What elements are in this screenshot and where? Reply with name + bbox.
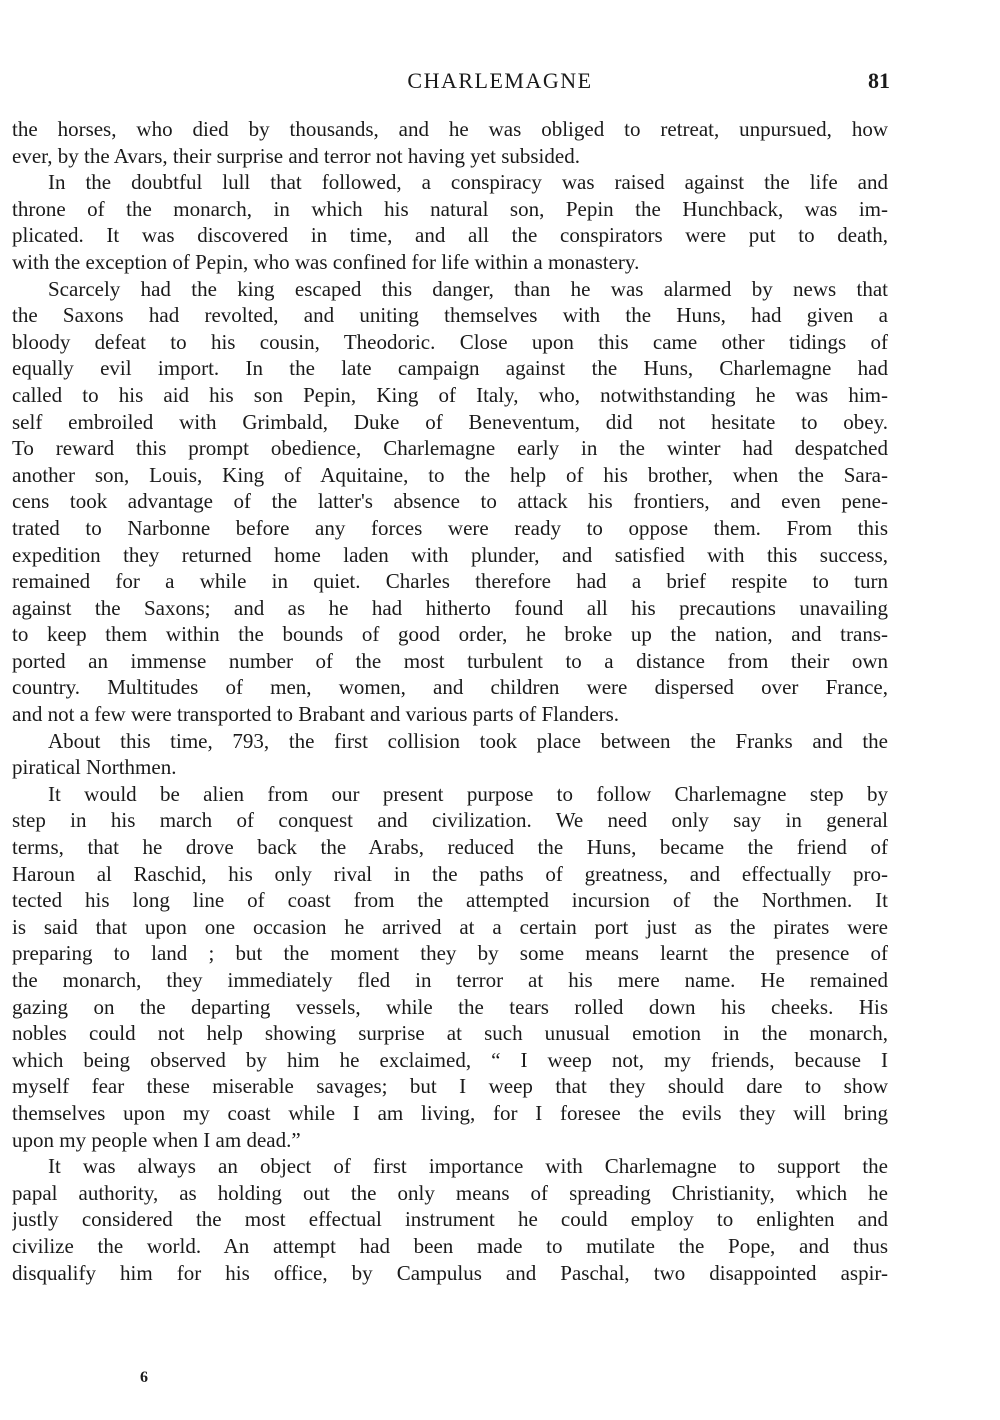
text-line: the horses, who died by thousands, and he was obliged to retreat, unpursued, how bbox=[12, 117, 888, 141]
text-line: and not a few were transported to Brabant and various parts of Flanders. bbox=[12, 702, 620, 727]
text-line: with the exception of Pepin, who was confined for life within a monastery. bbox=[12, 249, 640, 274]
text-line: It would be alien from our present purpose to follow Charlemagne step by bbox=[48, 781, 888, 806]
body-text bbox=[12, 116, 888, 1286]
text-line: trated to Narbonne before any forces were ready to oppose them. From this bbox=[12, 515, 888, 540]
text-line: country. Multitudes of men, women, and children were dispersed over France, bbox=[12, 675, 888, 700]
text-line: to keep them within the bounds of good order, he broke up the nation, and trans- bbox=[12, 622, 888, 647]
text-line: self embroiled with Grimbald, Duke of Beneventum, did not hesitate to obey. bbox=[12, 409, 888, 434]
text-line: the Saxons had revolted, and uniting themselves with the Huns, had given a bbox=[12, 303, 888, 328]
text-line: myself fear these miserable savages; but I weep that they should dare to show bbox=[12, 1074, 888, 1099]
text-line: papal authority, as holding out the only means of spreading Christianity, which he bbox=[12, 1180, 888, 1205]
text-line: justly considered the most effectual instrument he could employ to enlighten and bbox=[12, 1207, 888, 1232]
text-line: remained for a while in quiet. Charles therefore had a brief respite to turn bbox=[12, 569, 888, 594]
text-line: which being observed by him he exclaimed, “ I weep not, my friends, because I bbox=[12, 1047, 888, 1072]
text-line: against the Saxons; and as he had hitherto found all his precautions unavailing bbox=[12, 595, 888, 620]
text-line: civilize the world. An attempt had been made to mutilate the Pope, and thus bbox=[12, 1233, 888, 1258]
text-line: called to his aid his son Pepin, King of Italy, who, notwithstanding he was him- bbox=[12, 382, 888, 407]
text-line: themselves upon my coast while I am living, for I foresee the evils they will bring bbox=[12, 1100, 888, 1125]
text-line: cens took advantage of the latter's absence to attack his frontiers, and even pene- bbox=[12, 489, 888, 514]
text-line: equally evil import. In the late campaign against the Huns, Charlemagne had bbox=[12, 356, 888, 381]
text-line: Haroun al Raschid, his only rival in the paths of greatness, and effectually pro- bbox=[12, 861, 888, 886]
text-line: step in his march of conquest and civilization. We need only say in general bbox=[12, 808, 888, 833]
text-line: Scarcely had the king escaped this danger, than he was alarmed by news that bbox=[48, 276, 888, 301]
text-line: nobles could not help showing surprise at such unusual emotion in the monarch, bbox=[12, 1021, 888, 1046]
text-line: tected his long line of coast from the attempted incursion of the Northmen. It bbox=[12, 888, 888, 913]
text-line: plicated. It was discovered in time, and all the conspirators were put to death, bbox=[12, 223, 888, 248]
text-line: terms, that he drove back the Arabs, reduced the Huns, became the friend of bbox=[12, 835, 888, 860]
text-line: expedition they returned home laden with plunder, and satisfied with this success, bbox=[12, 542, 888, 567]
text-line: the monarch, they immediately fled in terror at his mere name. He remained bbox=[12, 968, 888, 992]
running-head bbox=[0, 66, 1000, 96]
text-line: upon my people when I am dead.” bbox=[12, 1127, 301, 1152]
text-line: gazing on the departing vessels, while the tears rolled down his cheeks. His bbox=[12, 994, 888, 1019]
text-line: ported an immense number of the most turbulent to a distance from their own bbox=[12, 648, 888, 673]
text-line: About this time, 793, the first collision took place between the Franks and the bbox=[48, 728, 888, 753]
text-line: throne of the monarch, in which his natural son, Pepin the Hunchback, was im- bbox=[12, 196, 888, 221]
text-line: preparing to land ; but the moment they by some means learnt the presence of bbox=[12, 941, 888, 966]
text-line: ever, by the Avars, their surprise and terror not having yet subsided. bbox=[12, 143, 580, 168]
text-line: another son, Louis, King of Aquitaine, to the help of his brother, when the Sara- bbox=[12, 462, 888, 487]
text-line: disqualify him for his office, by Campulus and Paschal, two disappointed aspir- bbox=[12, 1260, 888, 1285]
text-line: piratical Northmen. bbox=[12, 755, 177, 780]
text-line: In the doubtful lull that followed, a conspiracy was raised against the life and bbox=[48, 170, 888, 195]
text-line: is said that upon one occasion he arrived at a certain port just as the pirates were bbox=[12, 914, 888, 939]
text-line: bloody defeat to his cousin, Theodoric. Close upon this came other tidings of bbox=[12, 329, 888, 354]
text-line: It was always an object of first importance with Charlemagne to support the bbox=[48, 1154, 888, 1179]
signature-mark: 6 bbox=[140, 1369, 148, 1386]
running-title: CHARLEMAGNE bbox=[407, 68, 593, 93]
page-number: 81 bbox=[868, 68, 890, 93]
text-line: To reward this prompt obedience, Charlemagne early in the winter had despatched bbox=[12, 436, 888, 461]
